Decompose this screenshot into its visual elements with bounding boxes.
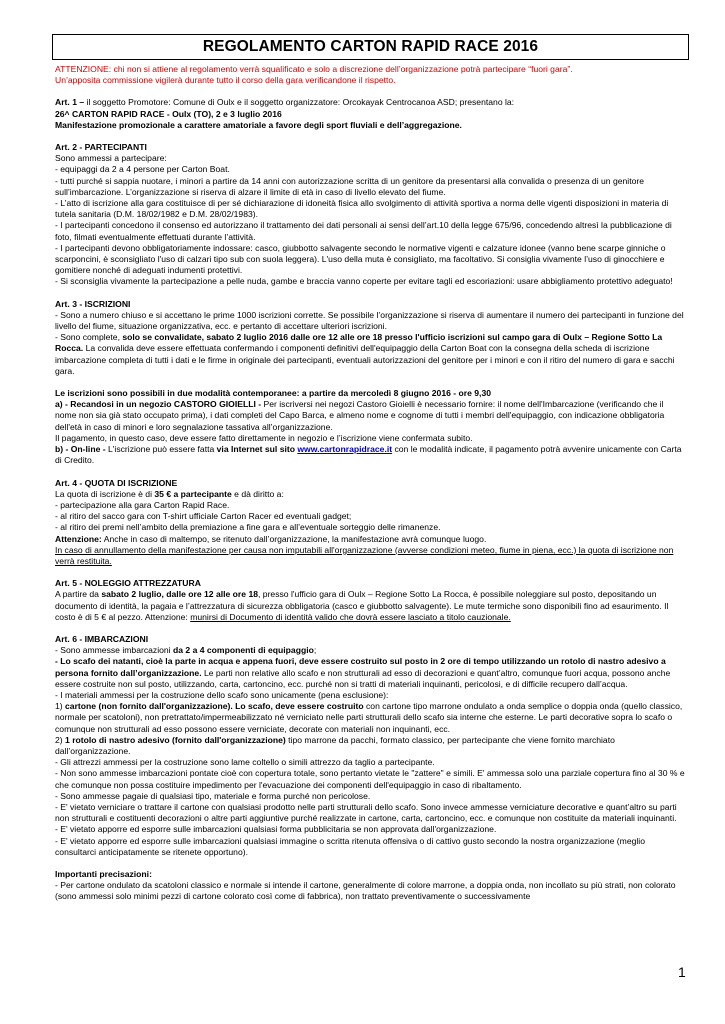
warning-line-2: Un’apposita commissione vigilerà durante tutto il corso della gara verificandone il rispetto. [55,75,396,86]
art6-l1-post: ; [313,645,317,656]
art6-line-4 [55,701,687,735]
attention-label: Attenzione: [55,533,102,544]
art3-mode-b [55,444,687,466]
art6-l1-bold: da 2 a 4 componenti di equipaggio [172,645,314,656]
art5-head: Art. 5 - NOLEGGIO ATTREZZATURA [55,578,201,589]
art6-l4-pre: 1) [55,701,66,712]
art3-line2-pre: - Sono complete, [55,332,123,343]
mode-b-text-2: con le modalità indicate, il pagamento potrà avvenire unicamente con Carta di Credito. [55,444,682,466]
art1-event: 26^ CARTON RAPID RACE - Oulx (TO), 2 e 3 luglio 2016 [55,108,282,119]
art4-item: - al ritiro del sacco gara con T-shirt ufficiale Carton Racer ed eventuali gadget; [55,511,352,522]
art6-head: Art. 6 - IMBARCAZIONI [55,633,149,644]
art5-body: , presso l'ufficio gara di Oulx – Regione Sotto La Rocca, è possibile noleggiare sul posto, depositando un documento di identità, la pagaia e l’attrezzatura di sicurezza obbligatoria (casco e giubbotto salvagente). Le mute termiche sono disponibili fino ad esaurimento. Il costo è di 5 € al pezzo. Attenzione: [55,589,669,622]
art5-bold: sabato 2 luglio, dalle ore 12 alle ore 18 [101,589,259,600]
art6-rule: - E' vietato apporre ed esporre sulle imbarcazioni qualsiasi immagine o scritta ritenuta offensiva o di cattivo gusto secondo la nostra organizzazione (meglio consultarci anticipatamente se ritenete opportuno). [55,835,645,857]
art5-underline: munirsi di Documento di identità valido che dovrà essere lasciato a titolo cauzionale. [190,611,511,622]
art4-quota [55,489,687,500]
art2-line: - L’atto di iscrizione alla gara costituisce di per sé dichiarazione di idoneità fisica allo svolgimento di attività sportiva a norma delle vigenti disposizioni in materia di tutela sanitaria (D.M. 18/02/1982 e D.M. 28/02/1983). [55,198,669,220]
art3-line-1: - Sono a numero chiuso e si accettano le prime 1000 iscrizioni corrette. Se possibile l’organizzazione si riserva di aumentare il numero dei partecipanti in funzione del livello del fiume, situazione organizzativa, ecc. e pertanto di accettare ulteriori iscrizioni. [55,309,684,332]
art6-l4-bold: cartone (non fornito dall'organizzazione). Lo scafo, deve essere costruito [65,701,364,712]
art6-rule: - Gli attrezzi ammessi per la costruzione sono lame coltello o simili attrezzo da taglio a partecipante. [55,757,435,768]
page-title: REGOLAMENTO CARTON RAPID RACE 2016 [202,38,539,55]
art6-l5-pre: 2) [55,734,66,745]
warning-line-1: ATTENZIONE: chi non si attiene al regolamento verrà squalificato e solo a discrezione dell’organizzazione potrà partecipare “fuori gara”. [55,64,573,74]
art2-line: - I partecipanti concedono il consenso ed autorizzano il trattamento dei dati personali ai sensi dell’art.10 della legge 675/96, concedendo altresì la pubblicazione di foto, filmati eventualmente effettuati durante l’attività. [55,220,672,242]
art6-l2-bold: - Lo scafo dei natanti, cioè la parte in acqua e appena fuori, deve essere costruito sul posto in 2 ore di tempo utilizzando un rotolo di nastro adesivo a persona fornito dall’organizzazione. [55,656,666,678]
art6-line-5 [55,735,687,757]
art6-l1-pre: - Sono ammesse imbarcazioni [55,645,173,656]
art4-head: Art. 4 - QUOTA DI ISCRIZIONE [55,477,178,488]
art2-line: Sono ammessi a partecipare: [55,153,167,164]
precisazioni-head: Importanti precisazioni: [55,869,152,879]
art3-line2-post: La convalida deve essere effettuata confermando i componenti definitivi dell'equipaggio della Carton Boat con la consegna della scheda di iscrizione imbarcazione completa di tutti i dati e le firme in originale dei partecipanti, eventuali autorizzazioni del genitore per i minori e con il ritiro del numero di gara e sacchi gara. [55,343,675,376]
art3-line2-bold: solo se convalidate, sabato 2 luglio 2016 dalle ore 12 alle ore 18 presso l'ufficio iscrizioni sul campo gara di Oulx – Regione Sotto La Rocca. [55,332,663,354]
art6-rule: - E' vietato verniciare o trattare il cartone con qualsiasi prodotto nelle parti strutturali dello scafo. Sono invece ammesse verniciature decorative e quant’altro su parti non strutturali e costituenti decorazioni o altre parti aggiuntive purché realizzate in cartone, carta, cartoncino, ecc. e comunque non costituite da materiali inquinanti. [55,801,677,824]
quota-amount: 35 € a partecipante [154,488,232,499]
art3-head: Art. 3 - ISCRIZIONI [55,298,131,309]
art2-head: Art. 2 - PARTECIPANTI [55,142,147,153]
mode-b-bold: via Internet sul sito [216,444,298,455]
art5-pre: A partire da [55,589,102,600]
art4-refund-note: In caso di annullamento della manifestazione per causa non imputabili all'organizzazione (avverse condizioni meteo, fiume in piena, ecc.) la quota di iscrizione non verrà restituita. [55,544,674,566]
art6-line-2 [55,656,687,690]
art1-text: il soggetto Promotore: Comune di Oulx e il soggetto organizzatore: Orcokayak Centrocanoa ASD; presentano la: [84,97,515,108]
quota-pre: La quota di iscrizione è di [55,488,155,499]
mode-b-label: b) - On-line - [55,444,108,455]
page-number: 1 [678,964,686,980]
art3-modes-head: Le iscrizioni sono possibili in due modalità contemporanee: a partire da mercoledì 8 giugno 2016 - ore 9,30 [55,388,492,399]
art6-rule: - Sono ammesse pagaie di qualsiasi tipo, materiale e forma purché non pericolose. [55,790,371,801]
art6-l5-bold: 1 rotolo di nastro adesivo (fornito dall'organizzazione) [65,734,286,745]
art2-line: - tutti purché si sappia nuotare, i minori a partire da 14 anni con autorizzazione scritta di un genitore da presentarsi alla convalida o presenza di un genitore sull’imbarcazione. L’organizzazione si riserva di alzare il limite di età in caso di livello elevato del fiume. [55,175,645,197]
art6-rule: - Non sono ammesse imbarcazioni pontate cioè con copertura totale, sono pertanto vietate le "zattere" e simili. E' ammessa solo una parziale copertura fino al 30 % e che comunque non possa costituire impedimento per l'evacuazione dei componenti dell'equipaggio in caso di ribaltamento. [55,768,685,790]
quota-post: e dà diritto a: [231,488,284,499]
art6-line-3: - I materiali ammessi per la costruzione dello scafo sono unicamente (pena esclusione): [55,689,389,700]
mode-a-text: Per iscriversi nei negozi Castoro Gioielli è necessario fornire: il nome dell'Imbarcazione (verificando che il nome non sia già stato occupato prima), i dati completi del Capo Barca, e almeno nome e cognome di tutti i membri dell'equipaggio, con indicazione obbligatoria dell'età in caso di minori e loro segnalazione tassativa all’organizzazione. [55,399,665,432]
art1-subtitle: Manifestazione promozionale a carattere amatoriale a favore degli sport fluviali e dell’aggregazione. [55,119,462,130]
art6-rule: - E' vietato apporre ed esporre sulle imbarcazioni qualsiasi forma pubblicitaria se non approvata dall'organizzazione. [55,824,497,835]
website-link[interactable]: www.cartonrapidrace.it [297,444,393,455]
art3-mode-a [55,399,687,433]
art4-item: - al ritiro dei premi nell’ambito della premiazione a fine gara e all’eventuale sorteggio delle rimanenze. [55,522,441,533]
art6-line-1 [55,645,687,656]
art6-l2-text: Le parti non relative allo scafo e non strutturali ad esso di decorazioni e quant’altro, comunque fuori acqua, possono anche essere costruite non sul posto, utilizzando, carta, cartoncino, ecc. purché non si tratti di materiali inquinanti, pericolosi, e di difficile recupero dall’acqua. [55,667,671,689]
title-box [52,34,689,60]
mode-b-text: L'iscrizione può essere fatta [108,444,217,455]
document-body [55,64,687,903]
art3-mode-a-payment: Il pagamento, in questo caso, deve essere fatto direttamente in negozio e l’iscrizione viene confermata subito. [55,432,473,443]
art6-l4-text: con cartone tipo marrone ondulato a onda semplice o doppia onda (quello classico, normale per scatoloni), non pretrattato/impermeabilizzato né verniciato nelle parti strutturali dello scafo sia interne che esterne. Le parti decorative sopra lo scafo o comunque non strutturali ad esso possono essere verniciate, decorate con materiali non inquinanti, ecc. [55,701,683,734]
mode-a-label: a) - Recandosi in un negozio CASTORO GIOIELLI - [55,399,264,410]
art2-line: - equipaggi da 2 a 4 persone per Carton Boat. [55,164,230,175]
art2-line: - Si sconsiglia vivamente la partecipazione a pelle nuda, gambe e braccia vanno coperte per evitare tagli ed escoriazioni: usare abbigliamento protettivo adeguato! [55,276,673,287]
art5-text [55,589,687,623]
art3-line-2 [55,332,687,377]
attention-text: Anche in caso di maltempo, se ritenuto dall’organizzazione, la manifestazione avrà comunque luogo. [101,533,487,544]
art4-item: - partecipazione alla gara Carton Rapid Race. [55,499,230,510]
art6-l5-text: tipo marrone da pacchi, formato classico, per partecipante che viene fornito marchiato dall’organizzazione. [55,734,615,756]
art1-head: Art. 1 – [55,97,85,108]
art2-line: - I partecipanti devono obbligatoriamente indossare: casco, giubbotto salvagente secondo le normative vigenti e calzature idonee (vanno bene scarpe ginniche o scarponcini, è sconsigliato l'uso di calzari tipo sub con suola leggera). L'uso della muta è consigliato, ma facoltativo. Si consiglia vivamente l’uso di ginocchiere e gomitiere nonché di adeguati indumenti protettivi. [55,242,666,276]
art4-attention [55,534,687,545]
precisazioni-text: - Per cartone ondulato da scatoloni classico e normale si intende il cartone, generalmente di colore marrone, a doppia onda, non incollato su più strati, non colorato (sono ammessi solo minimi pezzi di cartone colorato così come di fabbrica), non trattato preventivamente o successivamente [55,880,676,902]
art1-intro [55,97,687,108]
